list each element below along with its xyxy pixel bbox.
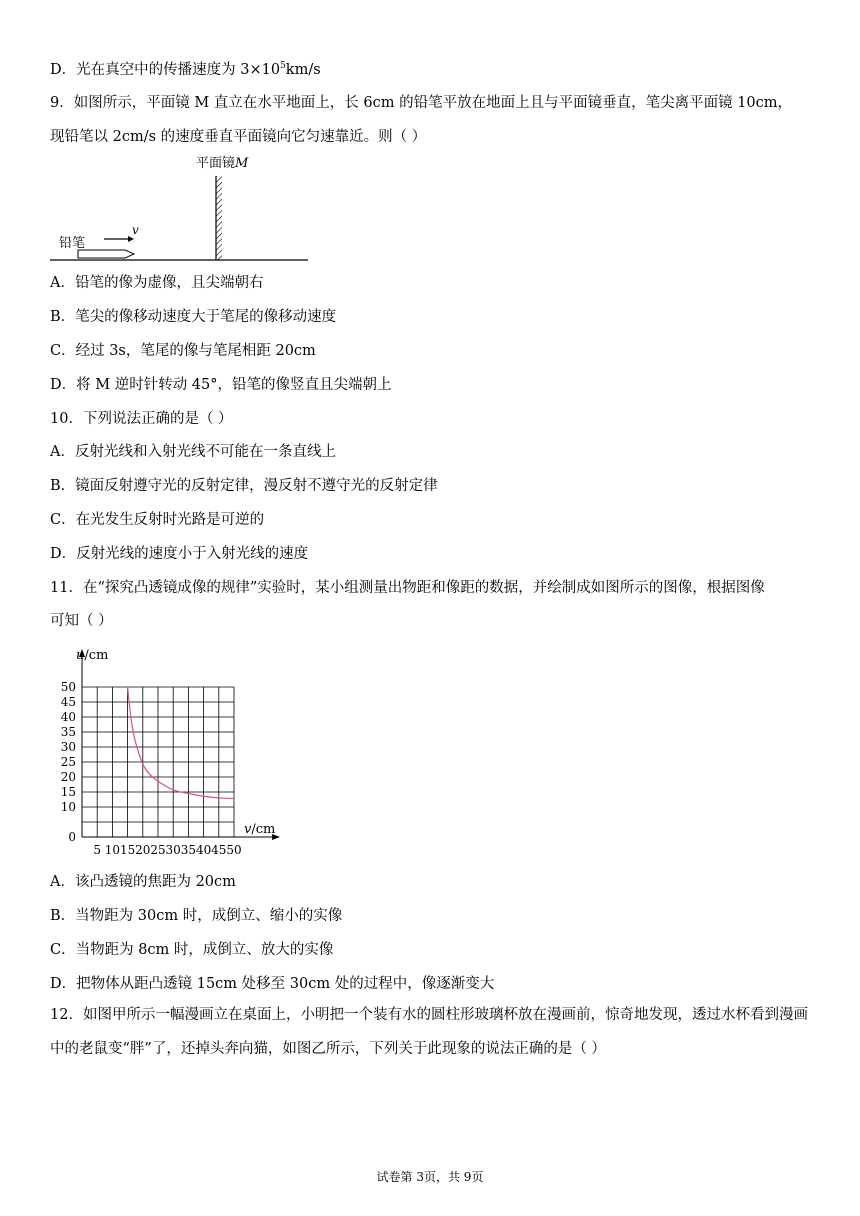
q9-option-b: B．笔尖的像移动速度大于笔尾的像移动速度 [50, 309, 337, 325]
q11-chart [50, 645, 290, 860]
q11-option-b: B．当物距为 30cm 时，成倒立、缩小的实像 [50, 908, 343, 924]
q11-stem-line1: 11．在“探究凸透镜成像的规律”实验时，某小组测量出物距和像距的数据，并绘制成如图所示的图像，根据图像 [50, 580, 765, 596]
x-tick-label: 35 [180, 843, 197, 857]
x-tick-label: 15 [119, 843, 136, 857]
chart-series-curve [128, 687, 234, 799]
x-tick-label: 50 [226, 843, 242, 857]
q9-stem-line2: 现铅笔以 2cm/s 的速度垂直平面镜向它匀速靠近。则（ ） [50, 129, 427, 145]
q10-option-b: B．镜面反射遵守光的反射定律，漫反射不遵守光的反射定律 [50, 478, 438, 494]
q11-option-d: D．把物体从距凸透镜 15cm 处移至 30cm 处的过程中，像逐渐变大 [50, 976, 495, 992]
q9-option-c: C．经过 3s，笔尾的像与笔尾相距 20cm [50, 343, 316, 359]
x-tick-label: 45 [211, 843, 227, 857]
chart-x-ticks [93, 843, 241, 857]
pencil-label: 铅笔 [59, 236, 86, 251]
q9-option-a: A．铅笔的像为虚像，且尖端朝右 [50, 275, 264, 291]
chart-grid [82, 687, 234, 837]
y-tick-label: 30 [60, 740, 76, 754]
x-tick-label: 10 [104, 843, 121, 857]
q8-option-d: D．光在真空中的传播速度为 $3\times 10^5km/s$ [50, 61, 321, 78]
q10-option-a: A．反射光线和入射光线不可能在一条直线上 [50, 444, 336, 460]
mirror-hatching [216, 176, 222, 260]
y-tick-label: 25 [60, 755, 76, 769]
y-tick-label: 15 [60, 785, 76, 799]
x-tick-label: 30 [165, 843, 181, 857]
q12-stem: 12．如图甲所示一幅漫画立在桌面上，小明把一个装有水的圆柱形玻璃杯放在漫画前，惊奇地发现，透过水杯看到漫画中的老鼠变“胖”了，还掉头奔向猫，如图乙所示，下列关于此现象的说法正确的是（ ） [50, 1007, 808, 1057]
q10-option-c: C．在光发生反射时光路是可逆的 [50, 512, 265, 528]
pencil-shape [78, 250, 134, 258]
q10-option-d: D．反射光线的速度小于入射光线的速度 [50, 546, 309, 562]
q11-option-a: A．该凸透镜的焦距为 20cm [50, 874, 236, 890]
x-label-symbol: v [244, 822, 252, 837]
y-label-symbol: u [76, 648, 85, 663]
chart-axes [79, 649, 280, 840]
y-tick-label: 0 [68, 830, 76, 844]
y-tick-label: 20 [60, 770, 76, 784]
y-tick-label: 45 [60, 695, 76, 709]
q9-stem-line1: 9．如图所示，平面镜 M 直立在水平地面上，长 6cm 的铅笔平放在地面上且与平面镜垂直，笔尖离平面镜 10cm， [50, 95, 793, 111]
y-tick-label: 35 [60, 725, 76, 739]
q11-option-c: C．当物距为 8cm 时，成倒立、放大的实像 [50, 942, 334, 958]
q11-stem-line2: 可知（ ） [50, 613, 113, 629]
q10-stem: 10．下列说法正确的是（ ） [50, 411, 233, 427]
chart-x-label [244, 822, 275, 837]
chart-y-ticks [61, 680, 76, 844]
x-tick-label: 40 [195, 843, 212, 857]
x-tick-label: 5 [93, 843, 102, 857]
chart-y-label [76, 648, 108, 663]
y-tick-label: 50 [60, 680, 76, 694]
y-tick-label: 10 [60, 800, 76, 814]
velocity-label: v [132, 223, 139, 237]
x-tick-label: 25 [150, 843, 166, 857]
x-label-unit: /cm [251, 822, 276, 837]
y-label-unit: /cm [84, 648, 109, 663]
y-tick-label: 40 [60, 710, 76, 724]
q9-figure [50, 150, 310, 265]
page-footer: 试卷第 3页，共 9页 [376, 1170, 484, 1184]
q9-option-d: D．将 M 逆时针转动 45°，铅笔的像竖直且尖端朝上 [50, 377, 392, 393]
mirror-label: 平面镜M [196, 156, 249, 171]
x-tick-label: 20 [135, 843, 151, 857]
